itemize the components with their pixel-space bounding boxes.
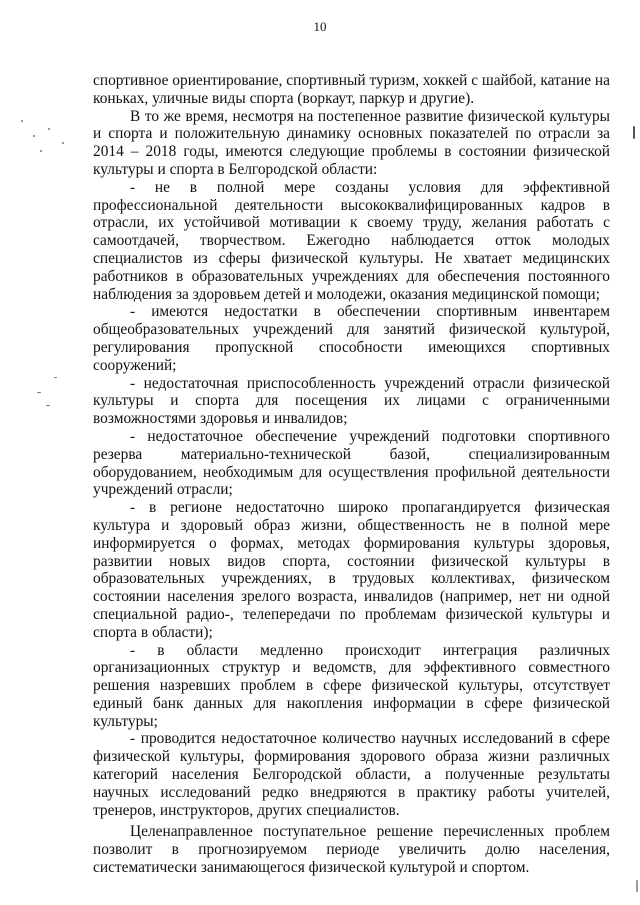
list-item-accessibility: - недостаточная приспособленность учреждений отрасли физической культуры и спорта для посещения их лицами с ограниченными возможностями здоровья и инвалидов;	[93, 374, 610, 428]
scan-speck	[48, 128, 50, 130]
list-item-research: - проводится недостаточное количество научных исследований в сфере физической культуры, формирования здорового образа жизни различных категорий населения Белгородской области, а полученные результаты научных исследований редко внедряются в практику работы учителей, тренеров, инструкторов, других специалистов.	[93, 730, 610, 819]
scan-speck	[40, 150, 42, 152]
scan-speck	[62, 142, 64, 144]
document-body	[93, 72, 610, 877]
paragraph-sport-types-continuation: спортивное ориентирование, спортивный туризм, хоккей с шайбой, катание на коньках, уличные виды спорта (воркаут, паркур и другие).	[93, 72, 610, 107]
page-number: 10	[313, 19, 327, 34]
scan-edge-mark	[636, 880, 638, 892]
scan-speck	[46, 405, 50, 406]
scan-speck	[21, 120, 23, 122]
scan-speck	[33, 135, 35, 137]
list-item-staff-conditions: - не в полной мере созданы условия для эффективной профессиональной деятельности высококвалифицированных кадров в отрасли, их устойчивой мотивации к своему труду, желания работать с самоотдачей, творчеством. Ежегодно наблюдается отток молодых специалистов из сферы физической культуры. Не хватает медицинских работников в образовательных учреждениях для обеспечения постоянного наблюдения за здоровьем детей и молодежи, оказания медицинской помощи;	[93, 178, 610, 303]
list-item-reserve-training: - недостаточное обеспечение учреждений подготовки спортивного резерва материально-технической базой, специализированным оборудованием, необходимым для осуществления профильной деятельности учреждений отрасли;	[93, 427, 610, 499]
scan-edge-mark	[633, 126, 635, 139]
list-item-integration: - в области медленно происходит интеграция различных организационных структур и ведомств, для эффективного совместного решения назревших проблем в сфере физической культуры, отсутствует единый банк данных для накопления информации в сфере физической культуры;	[93, 641, 610, 730]
scan-speck	[37, 392, 41, 393]
scan-speck	[54, 377, 57, 378]
paragraph-problems-intro: В то же время, несмотря на постепенное развитие физической культуры и спорта и положительную динамику основных показателей по отрасли за 2014 – 2018 годы, имеются следующие проблемы в состоянии физической культуры и спорта в Белгородской области:	[93, 107, 610, 178]
list-item-equipment-shortage: - имеются недостатки в обеспечении спортивным инвентарем общеобразовательных учреждений для занятий физической культурой, регулирования пропускной способности имеющихся спортивных сооружений;	[93, 303, 610, 374]
list-item-promotion: - в регионе недостаточно широко пропагандируется физическая культура и здоровый образ жизни, общественность не в полной мере информируется о формах, методах формирования культуры здоровья, развитии новых видов спорта, состоянии физической культуры в образовательных учреждениях, в трудовых коллективах, физическом состоянии населения зрелого возраста, инвалидов (например, нет ни одной специальной радио-, телепередачи по проблемам физической культуры и спорта в области);	[93, 499, 610, 641]
paragraph-conclusion: Целенаправленное поступательное решение перечисленных проблем позволит в прогнозируемом периоде увеличить долю населения, систематически занимающегося физической культурой и спортом.	[93, 823, 610, 877]
